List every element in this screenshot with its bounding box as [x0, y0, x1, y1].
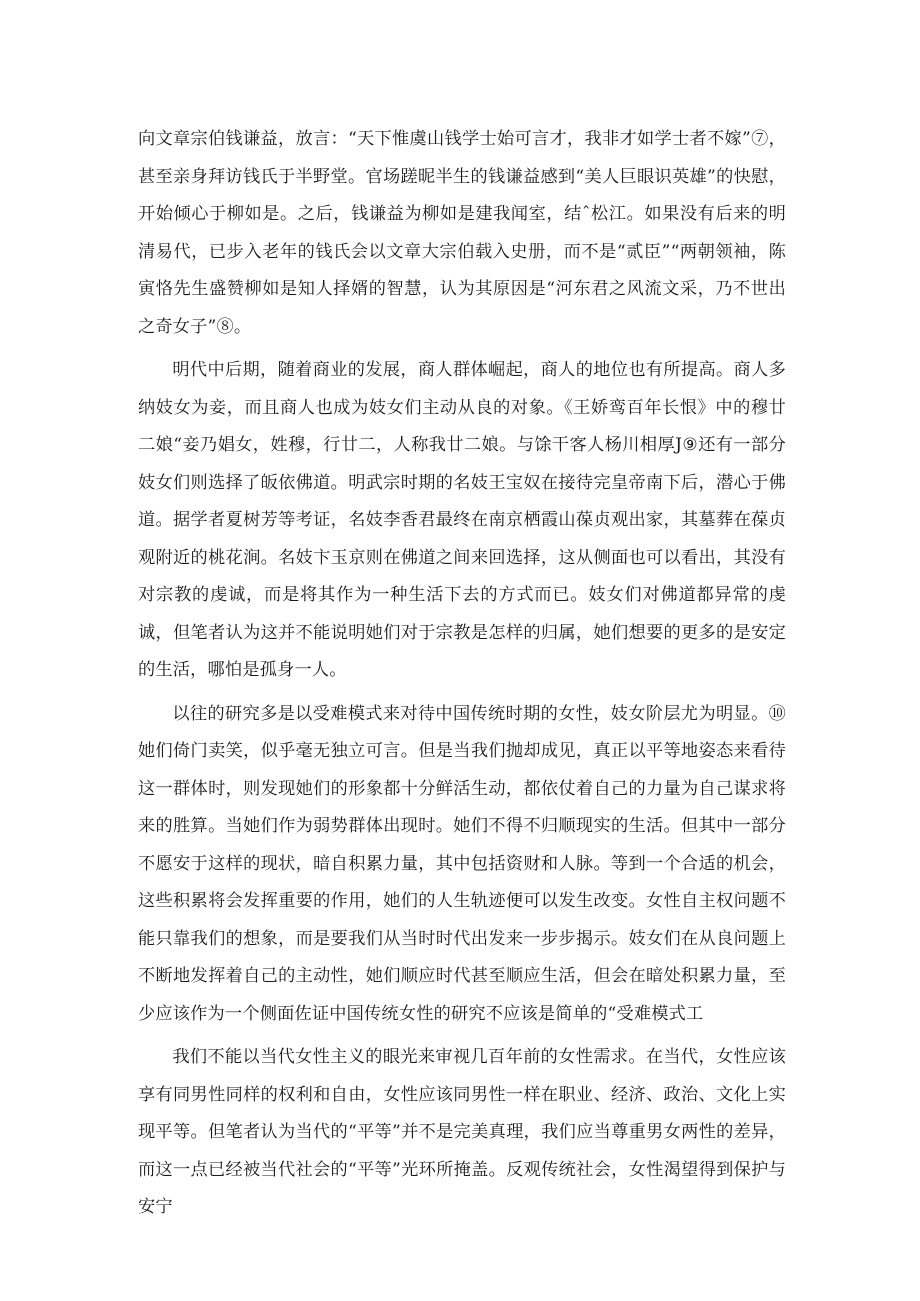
paragraph-1: 向文章宗伯钱谦益，放言：“天下惟虞山钱学士始可言才，我非才如学士者不嫁”⑦，甚至亲身拜访钱氏于半野堂。官场蹉昵半生的钱谦益感到“美人巨眼识英雄”的快慰，开始倾心于柳如是。之后，钱谦益为柳如是建我闻室，结ˆ松江。如果没有后来的明清易代，已步入老年的钱氏会以文章大宗伯载入史册，而不是“贰臣”“两朝领袖，陈寅恪先生盛赞柳如是知人择婿的智慧，认为其原因是“河东君之风流文采，乃不世出之奇女子”⑧。 [138, 129, 786, 337]
document-body [138, 121, 786, 1233]
paragraph-2: 明代中后期，随着商业的发展，商人群体崛起，商人的地位也有所提高。商人多纳妓女为妾，而且商人也成为妓女们主动从良的对象。《王娇鸾百年长恨》中的穆廿二娘“妾乃娼女，姓穆，行廿二，人称我廿二娘。与馀干客人杨川相厚J⑨还有一部分妓女们则选择了皈依佛道。明武宗时期的名妓王宝奴在接待完皇帝南下后，潜心于佛道。据学者夏树芳等考证，名妓李香君最终在南京栖霞山葆贞观出家，其墓葬在葆贞观附近的桃花涧。名妓卞玉京则在佛道之间来回选择，这从侧面也可以看出，其没有对宗教的虔诚，而是将其作为一种生活下去的方式而已。妓女们对佛道都异常的虔诚，但笔者认为这并不能说明她们对于宗教是怎样的归属，她们想要的更多的是安定的生活，哪怕是孤身一人。 [138, 360, 786, 680]
paragraph-3: 以往的研究多是以受难模式来对待中国传统时期的女性，妓女阶层尤为明显。⑩她们倚门卖笑，似乎毫无独立可言。但是当我们抛却成见，真正以平等地姿态来看待这一群体时，则发现她们的形象都十分鲜活生动，都依仗着自己的力量为自己谋求将来的胜算。当她们作为弱势群体出现时。她们不得不归顺现实的生活。但其中一部分不愿安于这样的现状，暗自积累力量，其中包括资财和人脉。等到一个合适的机会，这些积累将会发挥重要的作用，她们的人生轨迹便可以发生改变。女性自主权问题不能只靠我们的想象，而是要我们从当时时代出发来一步步揭示。妓女们在从良问题上不断地发挥着自己的主动性，她们顺应时代甚至顺应生活，但会在暗处积累力量，至少应该作为一个侧面佐证中国传统女性的研究不应该是简单的“受难模式工 [138, 703, 786, 1024]
paragraph-4: 我们不能以当代女性主义的眼光来审视几百年前的女性需求。在当代，女性应该享有同男性同样的权利和自由，女性应该同男性一样在职业、经济、政治、文化上实现平等。但笔者认为当代的“平等”并不是完美真理，我们应当尊重男女两性的差异，而这一点已经被当代社会的“平等”光环所掩盖。反观传统社会，女性渴望得到保护与安宁 [138, 1047, 786, 1217]
